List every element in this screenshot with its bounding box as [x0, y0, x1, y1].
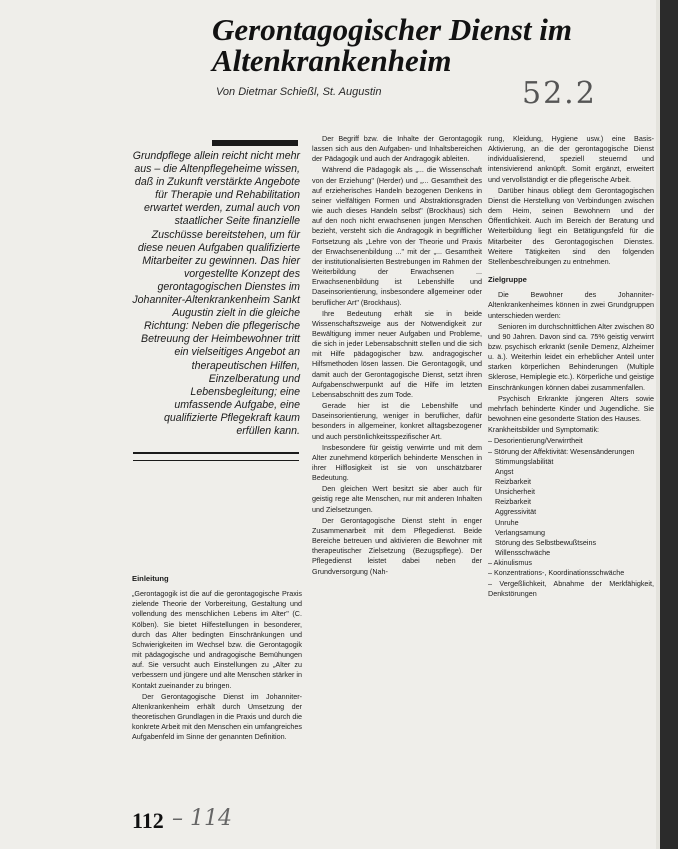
paragraph: Der Begriff bzw. die Inhalte der Gerontagogik lassen sich aus den Aufgaben- und Inhaltsbereichen der Pädagogik und auch der Andragogik ableiten. [312, 134, 482, 164]
paragraph: Den gleichen Wert besitzt sie aber auch für geistig rege alte Menschen, nur mit anderen Inhalten und Zielsetzungen. [312, 484, 482, 514]
paragraph: Während die Pädagogik als „... die Wissenschaft von der Erziehung" (Herder) und „... Gesamtheit des auf erzieherisches Handeln bezogenen Denkens in seiner vielfältigen Formen und Abstraktionsgraden wie auch dieses Handeln selbst" (Brockhaus) sich auf den noch nicht erwachsenen jungen Menschen bezieht, versteht sich die Andragogik in begrifflicher Fortsetzung als „Lehre von der Theorie und Praxis der Erwachsenenbildung ..." mit der „... Gesamtheit der institutionalisierten Bestrebungen im Rahmen der Weiterbildung der Erwachsenen ... Erwachsenenbildung ist Lebenshilfe und Daseinsorientierung, insbesondere allgemeiner oder beruflicher Art" (Brockhaus). [312, 165, 482, 307]
list-item: Verlangsamung [495, 527, 545, 537]
section-heading-zielgruppe: Zielgruppe [488, 275, 527, 285]
column-2 [312, 134, 482, 578]
article-title: Gerontagogischer Dienst im Altenkrankenheim [212, 12, 572, 78]
paragraph: Ihre Bedeutung erhält sie in beide Wissenschaftszweige aus der Notwendigkeit zur Bewältigung immer neuer Aufgaben und Probleme, die sich in jeder Lebensabschnitt stellen und die sich mit Hilfe pädagogischer bzw. andragogischer Hilfsmethoden lösen lassen. Die Gerontagogik, und damit auch der Gerontagogische Dienst, setzt ihren Aufgabenschwerpunkt auf die Hilfe im letzten Lebensabschnitt des zum Tode. [312, 308, 482, 399]
paragraph: Die Bewohner des Johanniter-Altenkrankenheimes können in zwei Grundgruppen unterschieden werden: [488, 290, 654, 320]
list-item: Stimmungslabilität [495, 456, 554, 466]
paragraph: Insbesondere für geistig verwirrte und mit dem Alter zunehmend körperlich behinderte Menschen in ihrer Hilflosigkeit ist sie von unschätzbarer Bedeutung. [312, 442, 482, 483]
list-item: Angst [495, 466, 514, 476]
pull-quote-rule [133, 452, 299, 454]
list-item: – Konzentrations-, Koordinationsschwäche [488, 568, 625, 578]
list-item: Willensschwäche [495, 548, 551, 558]
section-heading-einleitung: Einleitung [132, 574, 169, 583]
pull-quote-bar [212, 140, 298, 146]
list-item: Störung des Selbstbewußtseins [495, 537, 597, 547]
symptom-list [488, 436, 654, 599]
paragraph: Der Gerontagogische Dienst im Johanniter-Altenkrankenheim erhält durch Umsetzung der theoretischen Grundlagen in die Praxis und durch die konkrete Arbeit mit den Menschen ein umfangreiches Aufgabenfeld im Sinne der genannten Definition. [132, 691, 302, 742]
paragraph: Psychisch Erkrankte jüngeren Alters sowie mehrfach behinderte Kinder und Jugendliche. Sie bewohnen eine gesonderte Station des Hauses. [488, 393, 654, 424]
article-byline: Von Dietmar Schießl, St. Augustin [216, 86, 382, 98]
list-item: – Störung der Affektivität: Wesensänderungen [488, 446, 635, 456]
list-item: Unsicherheit [495, 487, 535, 497]
paragraph: „Gerontagogik ist die auf die gerontagogische Praxis zielende Theorie der Vorbereitung, Gestaltung und vollendung des menschlichen Lebens im Alter" (C. Kölben). Sie bietet Hilfestellungen in besonderer, durch das Alter bedingten Einschränkungen und Schwierigkeiten im Wechsel bzw. die Gerontagogik mit pädagogische und andragogische Bemühungen auf. Sie versucht auch Einstellungen zu „Alter zu verbessern und jüngere und alte Menschen stärker in Kontakt zueinander zu bringen. [132, 589, 302, 690]
handwritten-note: 52.2 [522, 76, 597, 111]
list-item: Unruhe [495, 517, 519, 527]
pull-quote-rule-thin [133, 460, 299, 461]
paragraph: Gerade hier ist die Lebenshilfe und Daseinsorientierung, weniger in beruflicher, dafür besonders in allgemeiner, konkret alltagsbezogener und auch persönlichkeitsspezifischer Art. [312, 401, 482, 441]
paragraph: rung, Kleidung, Hygiene usw.) eine Basis-Aktivierung, an die der gerontagogische Dienst individualisierend, speziell steuernd und intensivierend anknüpft. Somit ergänzt, erweitert und vervollständigt er die pflegerische Arbeit. [488, 134, 654, 184]
scan-edge [660, 0, 678, 849]
page-number: 112 [132, 808, 164, 833]
paragraph: Senioren im durchschnittlichen Alter zwischen 80 und 90 Jahren. Davon sind ca. 75% geistig verwirrt bzw. psychisch erkrankt (senile Demenz, Alzheimer u. ä.). Weiterhin leidet ein erheblicher Anteil unter starken körperlichen Behinderungen (Multiple Sklerose, Hemiplegie etc.). Körperliche und geistige Einschränkungen können dabei zusammenfallen. [488, 321, 654, 392]
list-item: – Akinulismus [488, 558, 532, 568]
list-item: – Vergeßlichkeit, Abnahme der Merkfähigkeit, Denkstörungen [488, 578, 654, 598]
handwritten-page-number: – 114 [172, 806, 232, 831]
list-item: Reizbarkeit [495, 497, 531, 507]
column-3 [488, 134, 654, 599]
paragraph: Darüber hinaus obliegt dem Gerontagogischen Dienst die Herstellung von Verbindungen zwischen dem Heim, seinen Bewohnern und der Öffentlichkeit. Auch im Bereich der Beratung und Weiterbildung liegt ein Betätigungsfeld für die Mitarbeiter des Gerontagogischen Dienstes. Weitere Tätigkeiten sind den folgenden Stellenbeschreibungen zu entnehmen. [488, 185, 654, 266]
list-item: Reizbarkeit [495, 477, 531, 486]
pull-quote: Grundpflege allein reicht nicht mehr aus – die Altenpflegeheime wissen, daß in Zukunft verstärkte Angebote für Therapie und Rehabilitation erwartet werden, zumal auch von staatlicher Seite finanzielle Zuschüsse bereitstehen, um für diese neuen Aufgaben qualifizierte Mitarbeiter zu gewinnen. Das hier vorgestellte Konzept des gerontagogischen Dienstes im Johanniter-Altenkrankenheim Sankt Augustin zielt in die gleiche Richtung: Neben die pflegerische Betreuung der Heimbewohner tritt ein vielseitiges Angebot an therapeutischen Hilfen, Einzelberatung und Lebensbegleitung; eine umfassende Aufgabe, eine qualifizierte Pflegekraft kaum erfüllen kann. [132, 150, 300, 437]
list-intro: Krankheitsbilder und Symptomatik: [488, 425, 600, 435]
list-item: Aggressivität [495, 507, 537, 517]
column-1 [132, 574, 302, 744]
paragraph: Der Gerontagogische Dienst steht in enger Zusammenarbeit mit dem Pflegedienst. Beide Bereiche betreuen und aktivieren die Bewohner mit therapeutischer Zielsetzung (Bezugspflege). Der Pflegedienst leistet dabei neben der Grundversorgung (Nah- [312, 515, 482, 576]
list-item: – Desorientierung/Verwirrtheit [488, 436, 583, 446]
